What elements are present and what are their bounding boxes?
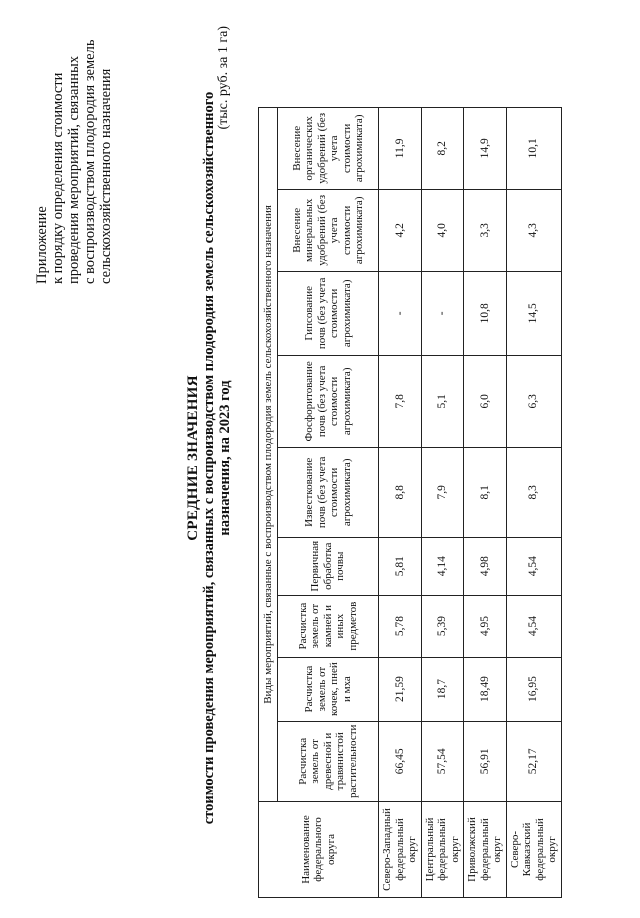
document-title (185, 58, 233, 858)
table-row (506, 107, 561, 897)
column-header: Внесение минеральных удобрений (без учета стоимости агрохимиката) (278, 189, 379, 271)
table-row (464, 107, 507, 897)
table-cell: 3,3 (464, 189, 507, 271)
column-header: Гипсование почв (без учета стоимости агрохимиката) (278, 271, 379, 355)
table-cell: 4,2 (379, 189, 422, 271)
table-cell: 5,81 (379, 537, 422, 595)
table-cell: 8,1 (464, 447, 507, 537)
table-cell: 18,7 (421, 657, 464, 721)
table-cell: 6,3 (506, 355, 561, 447)
table-cell: - (421, 271, 464, 355)
table-cell: 4,95 (464, 595, 507, 657)
table-cell: 4,98 (464, 537, 507, 595)
column-header: Фосфоритование почв (без учета стоимости агрохимиката) (278, 355, 379, 447)
table-cell: 52,17 (506, 721, 561, 801)
district-name: Северо-Кавказский федеральный округ (506, 802, 561, 898)
table-cell: 14,9 (464, 107, 507, 189)
table-cell: 4,54 (506, 537, 561, 595)
appendix-line: сельскохозяйственного назначения (98, 68, 114, 284)
table-cell: 18,49 (464, 657, 507, 721)
appendix-block (34, 14, 114, 284)
table-row (379, 107, 422, 897)
column-header: Известкование почв (без учета стоимости агрохимиката) (278, 447, 379, 537)
cost-table (258, 107, 562, 898)
appendix-line: к порядку определения стоимости (50, 72, 66, 284)
title-line: назначения, на 2023 год (217, 380, 233, 536)
table-cell: 14,5 (506, 271, 561, 355)
table-cell: 7,9 (421, 447, 464, 537)
table-cell: 5,78 (379, 595, 422, 657)
table-cell: 5,39 (421, 595, 464, 657)
table-cell: 21,59 (379, 657, 422, 721)
table-cell: 10,8 (464, 271, 507, 355)
table-cell: 8,3 (506, 447, 561, 537)
title-line: СРЕДНИЕ ЗНАЧЕНИЯ (185, 375, 201, 541)
table-cell: 5,1 (421, 355, 464, 447)
column-header: Расчистка земель от кочек, пней и мха (278, 657, 379, 721)
table-cell: 11,9 (379, 107, 422, 189)
table-cell: 6,0 (464, 355, 507, 447)
column-header: Расчистка земель от камней и иных предметов (278, 595, 379, 657)
appendix-line: Приложение (34, 206, 50, 284)
district-name: Центральный федеральный округ (421, 802, 464, 898)
appendix-line: проведения мероприятий, связанных (66, 56, 82, 284)
table-cell: 10,1 (506, 107, 561, 189)
table-row (421, 107, 464, 897)
table-cell: 4,3 (506, 189, 561, 271)
units-label: (тыс. руб. за 1 га) (216, 26, 231, 130)
district-name: Северо-Западный федеральный округ (379, 802, 422, 898)
group-header: Виды мероприятий, связанные с воспроизводством плодородия земель сельскохозяйственного назначения (259, 107, 278, 801)
table-cell: 4,54 (506, 595, 561, 657)
table-cell: 4,14 (421, 537, 464, 595)
table-cell: 16,95 (506, 657, 561, 721)
table-cell: 56,91 (464, 721, 507, 801)
column-header: Расчистка земель от древесной и травянистой растительности (278, 721, 379, 801)
column-header: Первичная обработка почвы (278, 537, 379, 595)
name-column-header: Наименование федерального округа (259, 802, 379, 898)
table-cell: 7,8 (379, 355, 422, 447)
district-name: Приволжский федеральный округ (464, 802, 507, 898)
column-header: Внесение органических удобрений (без учета стоимости агрохимиката) (278, 107, 379, 189)
table-cell: 8,8 (379, 447, 422, 537)
table-cell: - (379, 271, 422, 355)
table-cell: 8,2 (421, 107, 464, 189)
title-line: стоимости проведения мероприятий, связанных с воспроизводством плодородия земель сельскохозяйственного (201, 91, 217, 825)
table-cell: 4,0 (421, 189, 464, 271)
appendix-line: с воспроизводством плодородия земель (82, 39, 98, 284)
table-cell: 57,54 (421, 721, 464, 801)
table-cell: 66,45 (379, 721, 422, 801)
